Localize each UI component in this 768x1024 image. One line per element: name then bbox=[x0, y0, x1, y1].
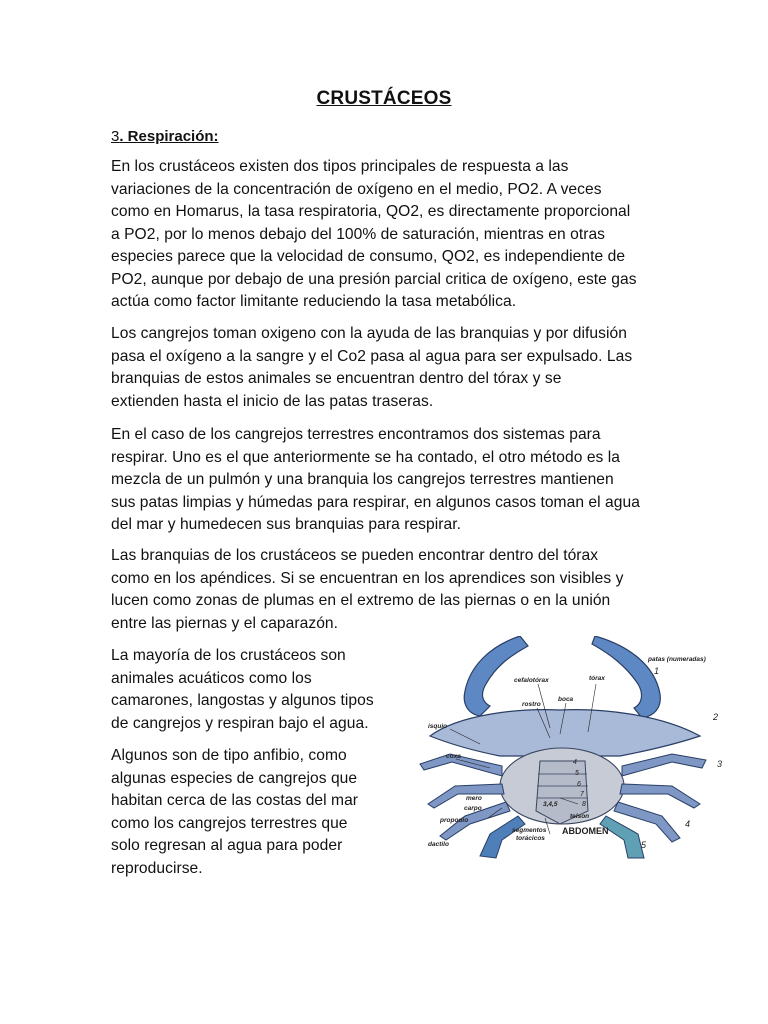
leg-number-1: 1 bbox=[654, 666, 660, 676]
paragraph-line: actúa como factor limitante reduciendo la tasa metabólica. bbox=[111, 293, 517, 310]
segment-number-6: 6 bbox=[577, 781, 581, 788]
section-heading bbox=[111, 128, 219, 145]
paragraph-line: reproducirse. bbox=[111, 859, 203, 877]
paragraph-line: algunas especies de cangrejos que bbox=[111, 769, 358, 787]
paragraph-line: sus patas limpias y húmedas para respirar, en algunos casos toman el agua bbox=[111, 493, 640, 511]
label-telson: telson bbox=[570, 813, 590, 820]
label-torax: tórax bbox=[589, 675, 605, 682]
paragraph-3 bbox=[111, 424, 663, 537]
label-s45: 3,4,5 bbox=[543, 801, 558, 808]
label-abdomen: ABDOMEN bbox=[562, 826, 609, 836]
paragraph-line: La mayoría de los crustáceos son bbox=[111, 647, 346, 664]
paragraph-line: como en los apéndices. Si se encuentran en los aprendices son visibles y bbox=[111, 569, 624, 587]
paragraph-line: Los cangrejos toman oxigeno con la ayuda de las branquias y por difusión bbox=[111, 325, 627, 342]
crab-illustration bbox=[420, 636, 706, 858]
paragraph-5 bbox=[111, 645, 401, 735]
paragraph-line: variaciones de la concentración de oxígeno en el medio, PO2. A veces bbox=[111, 180, 602, 198]
paragraph-6 bbox=[111, 745, 401, 880]
paragraph-line: respirar. Uno es el que anteriormente se ha contado, el otro método es la bbox=[111, 448, 621, 466]
crab-anatomy-figure bbox=[410, 636, 730, 864]
leg-number-5: 5 bbox=[641, 840, 647, 850]
paragraph-4 bbox=[111, 545, 663, 635]
paragraph-line: PO2, aunque por debajo de una presión parcial critica de oxígeno, este gas bbox=[111, 270, 637, 288]
label-carpo: carpo bbox=[464, 805, 482, 812]
paragraph-line: Algunos son de tipo anfibio, como bbox=[111, 747, 347, 764]
label-rostro: rostro bbox=[522, 701, 541, 708]
paragraph-line: lucen como zonas de plumas en el extremo de las piernas o en la unión bbox=[111, 592, 611, 609]
label-segmentos: segmentos bbox=[512, 827, 547, 834]
paragraph-line: extienden hasta el inicio de las patas traseras. bbox=[111, 392, 434, 410]
paragraph-line: branquias de estos animales se encuentran dentro del tórax y se bbox=[111, 370, 562, 387]
label-isquio: isquio bbox=[428, 723, 448, 730]
paragraph-line: solo regresan al agua para poder bbox=[111, 837, 343, 854]
leg-number-4: 4 bbox=[685, 819, 691, 829]
paragraph-1 bbox=[111, 156, 663, 314]
label-coxa: coxa bbox=[446, 753, 461, 760]
paragraph-line: del mar y humedecen sus branquias para respirar. bbox=[111, 516, 461, 533]
paragraph-line: animales acuáticos como los bbox=[111, 669, 312, 687]
segment-number-8: 8 bbox=[582, 801, 586, 808]
label-cefalotorax: cefalotórax bbox=[514, 677, 549, 684]
paragraph-line: como en Homarus, la tasa respiratoria, QO2, es directamente proporcional bbox=[111, 203, 631, 220]
label-patas: patas (numeradas) bbox=[648, 656, 706, 663]
paragraph-line: a PO2, por lo menos debajo del 100% de saturación, mientras en otras bbox=[111, 225, 606, 243]
label-boca: boca bbox=[558, 696, 574, 703]
paragraph-line: pasa el oxígeno a la sangre y el Co2 pasa al agua para ser expulsado. Las bbox=[111, 347, 633, 365]
page-title: CRUSTÁCEOS bbox=[316, 88, 452, 109]
section-title: . Respiración: bbox=[119, 128, 219, 145]
paragraph-line: camarones, langostas y algunos tipos bbox=[111, 692, 374, 709]
segment-number-7: 7 bbox=[580, 791, 584, 798]
section-number: 3 bbox=[111, 128, 120, 145]
leg-number-2: 2 bbox=[713, 712, 719, 722]
paragraph-2 bbox=[111, 323, 663, 413]
segment-number-5: 5 bbox=[575, 770, 579, 777]
label-mero: mero bbox=[466, 795, 482, 802]
label-dactilo: dactilo bbox=[428, 841, 449, 848]
paragraph-line: como los cangrejos terrestres que bbox=[111, 814, 348, 832]
paragraph-line: habitan cerca de las costas del mar bbox=[111, 792, 359, 809]
paragraph-line: mezcla de un pulmón y una branquia los cangrejos terrestres mantienen bbox=[111, 471, 614, 488]
paragraph-line: En los crustáceos existen dos tipos principales de respuesta a las bbox=[111, 158, 569, 175]
paragraph-line: de cangrejos y respiran bajo el agua. bbox=[111, 714, 369, 732]
paragraph-line: entre las piernas y el caparazón. bbox=[111, 614, 339, 632]
paragraph-line: Las branquias de los crustáceos se pueden encontrar dentro del tórax bbox=[111, 547, 599, 564]
label-toracicos: torácicos bbox=[516, 835, 545, 842]
label-propodio: propodio bbox=[440, 817, 469, 824]
segment-number-4: 4 bbox=[573, 759, 577, 766]
leg-number-3: 3 bbox=[717, 759, 723, 769]
paragraph-line: especies parece que la velocidad de consumo, QO2, es independiente de bbox=[111, 248, 626, 265]
paragraph-line: En el caso de los cangrejos terrestres encontramos dos sistemas para bbox=[111, 426, 601, 443]
